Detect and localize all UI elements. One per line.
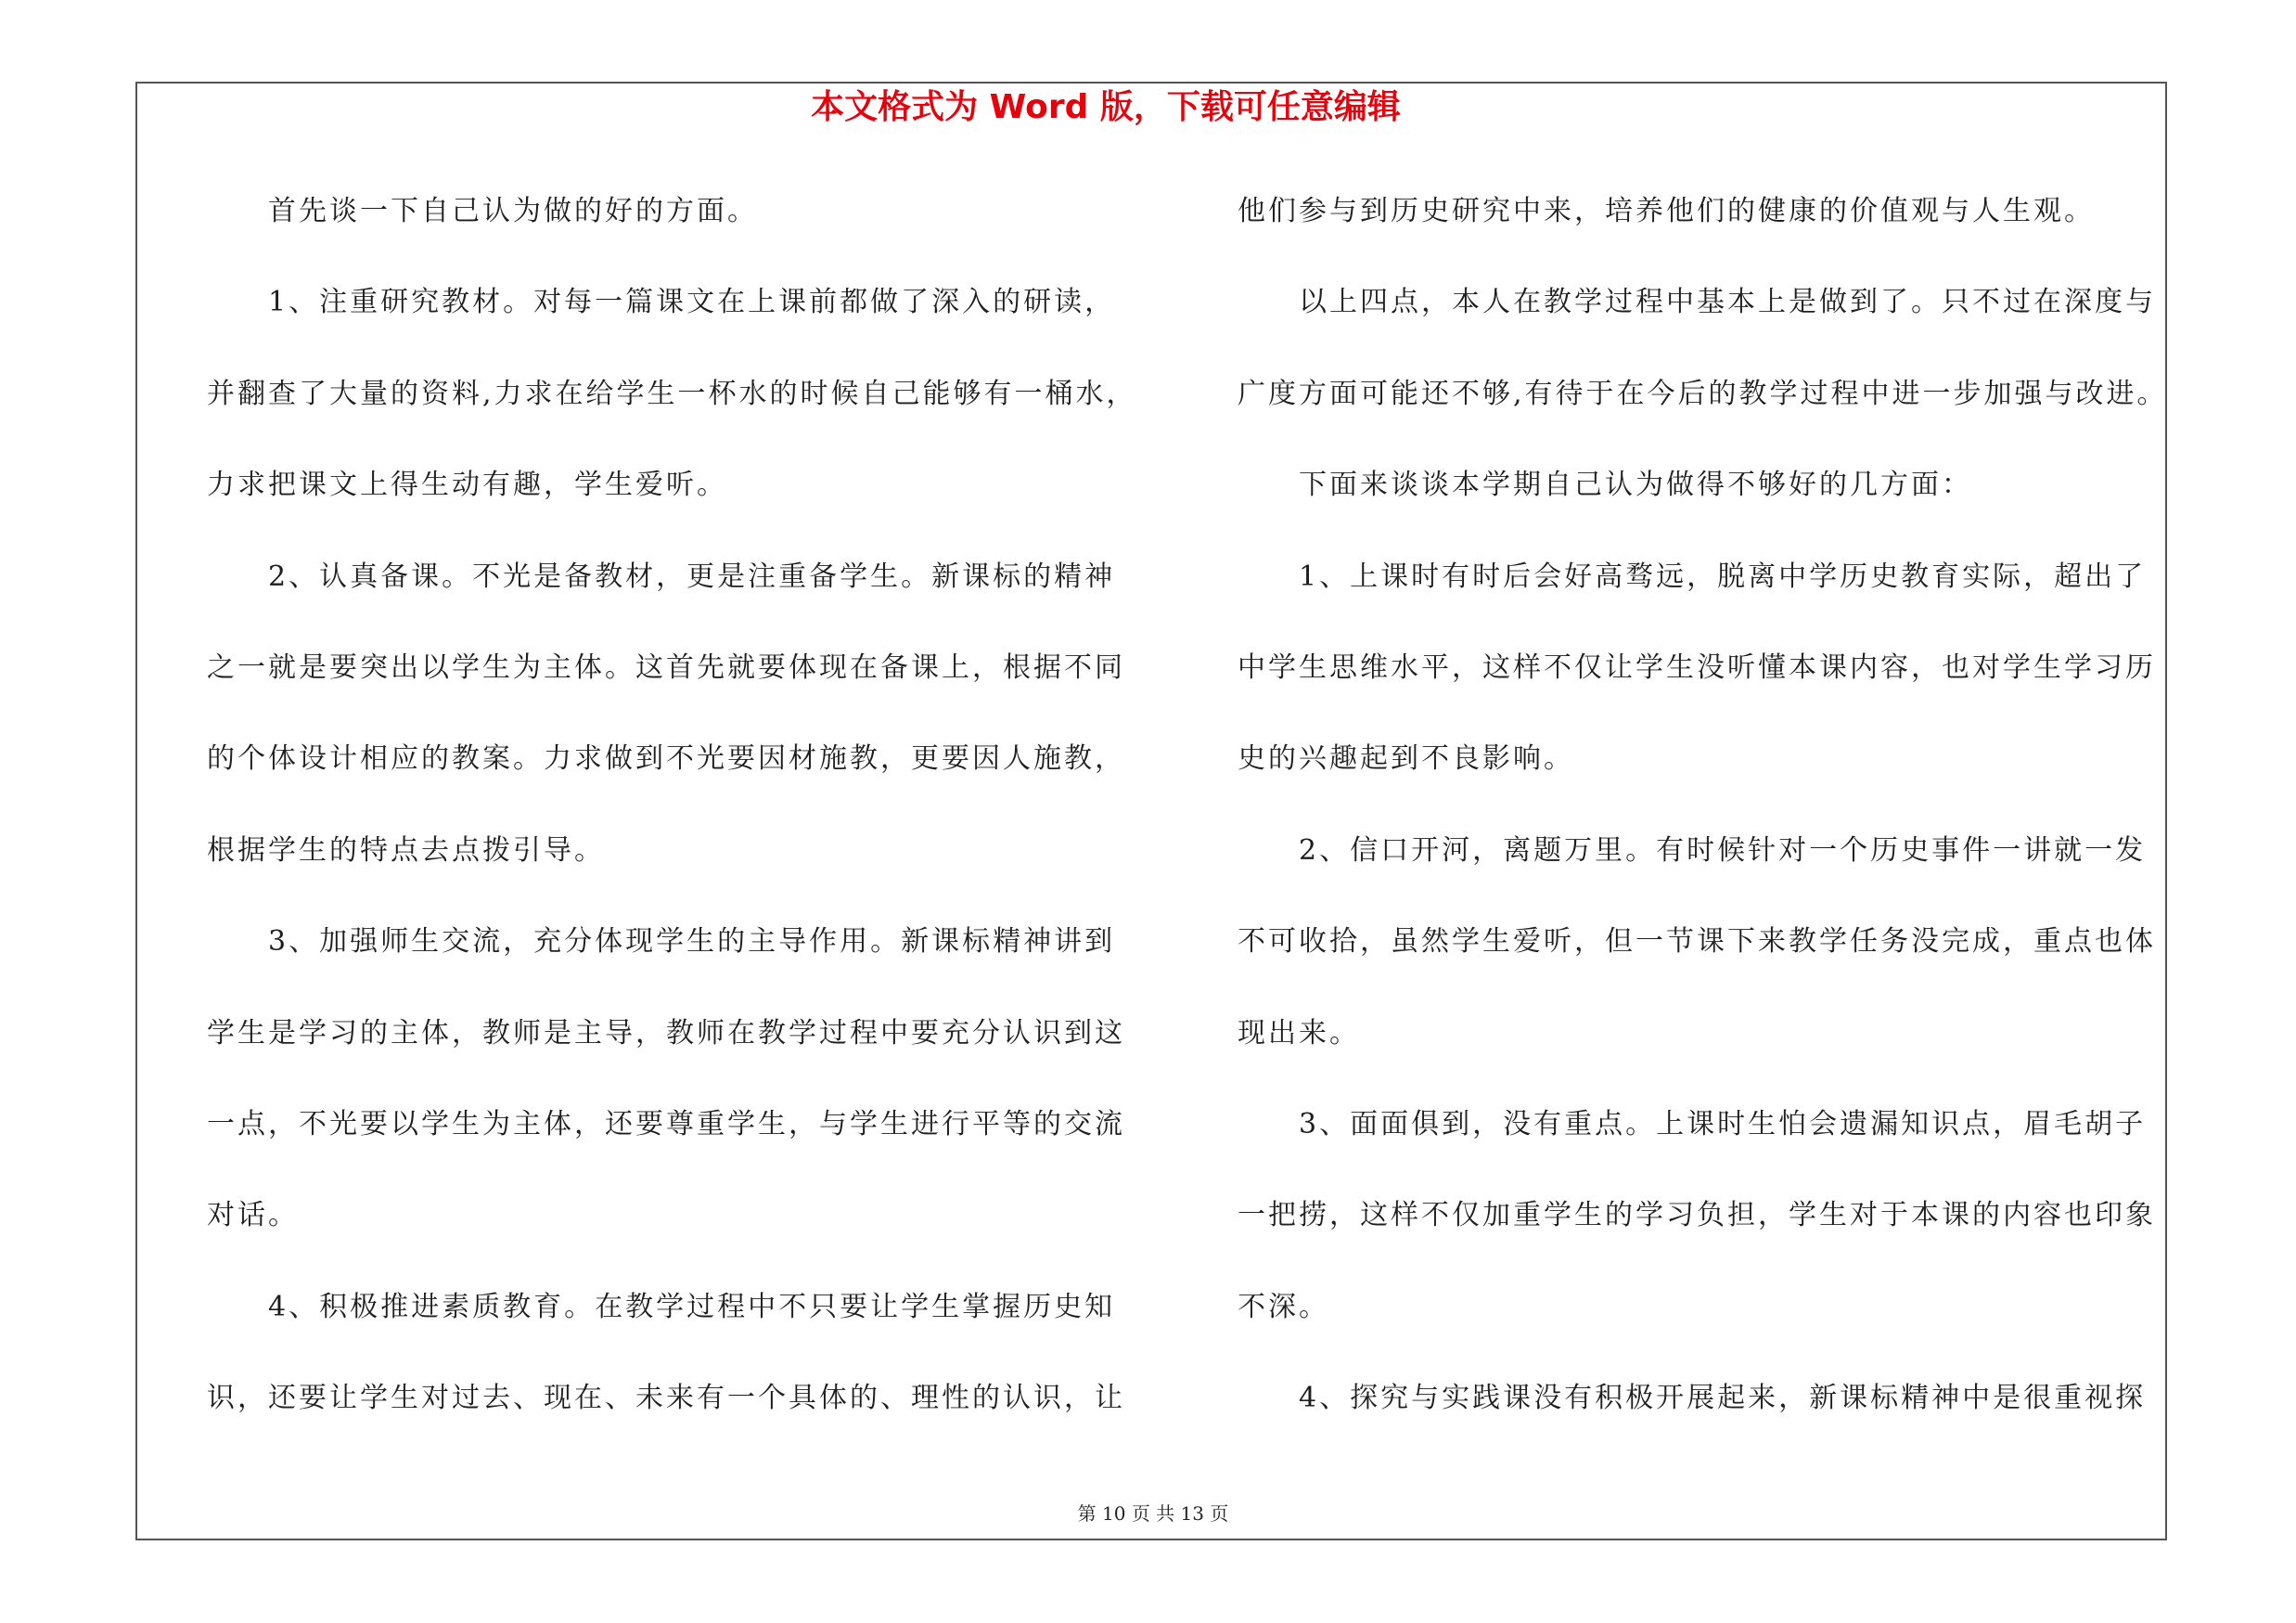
text-line: 4、探究与实践课没有积极开展起来，新课标精神中是很重视探 — [1299, 1382, 2147, 1415]
text-line: 以上四点，本人在教学过程中基本上是做到了。只不过在深度与 — [1299, 286, 2156, 319]
right-column — [1238, 166, 2168, 1444]
paragraph — [1238, 532, 2168, 805]
text-line: 学生是学习的主体，教师是主导，教师在教学过程中要充分认识到这 — [207, 1016, 1125, 1050]
text-line: 4、积极推进素质教育。在教学过程中不只要让学生掌握历史知 — [268, 1290, 1116, 1323]
paragraph — [1238, 166, 2168, 257]
paragraph — [207, 1262, 1137, 1445]
text-line: 一把捞，这样不仅加重学生的学习负担，学生对于本课的内容也印象 — [1238, 1199, 2156, 1232]
text-line: 1、注重研究教材。对每一篇课文在上课前都做了深入的研读， — [268, 286, 1116, 319]
text-line: 1、上课时有时后会好高骛远，脱离中学历史教育实际，超出了 — [1299, 560, 2147, 593]
paragraph — [207, 166, 1137, 257]
text-line: 下面来谈谈本学期自己认为做得不够好的几方面： — [1299, 469, 1972, 502]
text-line: 现出来。 — [1238, 1016, 1360, 1050]
paragraph — [207, 532, 1137, 897]
paragraph — [207, 896, 1137, 1262]
text-line: 一点，不光要以学生为主体，还要尊重学生，与学生进行平等的交流 — [207, 1107, 1125, 1140]
text-line: 3、面面俱到，没有重点。上课时生怕会遗漏知识点，眉毛胡子 — [1299, 1107, 2147, 1140]
page-number: 第 10 页 共 13 页 — [1077, 1502, 1229, 1525]
text-line: 2、认真备课。不光是备教材，更是注重备学生。新课标的精神 — [268, 560, 1116, 593]
text-line: 3、加强师生交流，充分体现学生的主导作用。新课标精神讲到 — [268, 925, 1116, 959]
paragraph — [1238, 805, 2168, 1079]
paragraph — [1238, 440, 2168, 531]
text-line: 之一就是要突出以学生为主体。这首先就要体现在备课上，根据不同 — [207, 650, 1125, 684]
text-line: 不可收拾，虽然学生爱听，但一节课下来教学任务没完成，重点也体 — [1238, 925, 2156, 959]
text-line: 识，还要让学生对过去、现在、未来有一个具体的、理性的认识，让 — [207, 1382, 1125, 1415]
text-line: 并翻查了大量的资料,力求在给学生一杯水的时候自己能够有一桶水， — [207, 377, 1137, 410]
paragraph — [1238, 1353, 2168, 1444]
text-line: 力求把课文上得生动有趣，学生爱听。 — [207, 469, 727, 502]
text-line: 首先谈一下自己认为做的好的方面。 — [268, 195, 758, 227]
left-column — [207, 166, 1137, 1444]
text-line: 根据学生的特点去点拨引导。 — [207, 833, 605, 867]
text-line: 2、信口开河，离题万里。有时候针对一个历史事件一讲就一发 — [1299, 833, 2147, 867]
paragraph — [207, 257, 1137, 531]
text-line: 史的兴趣起到不良影响。 — [1238, 742, 1574, 776]
text-line: 中学生思维水平，这样不仅让学生没听懂本课内容，也对学生学习历 — [1238, 650, 2156, 684]
text-line: 的个体设计相应的教案。力求做到不光要因材施教，更要因人施教， — [207, 742, 1125, 776]
text-line: 广度方面可能还不够,有待于在今后的教学过程中进一步加强与改进。 — [1238, 377, 2168, 410]
paragraph — [1238, 257, 2168, 440]
text-line: 不深。 — [1238, 1290, 1329, 1323]
format-notice: 本文格式为 Word 版，下载可任意编辑 — [811, 88, 1401, 126]
paragraph — [1238, 1079, 2168, 1353]
text-line: 他们参与到历史研究中来，培养他们的健康的价值观与人生观。 — [1238, 195, 2095, 227]
text-line: 对话。 — [207, 1199, 299, 1232]
